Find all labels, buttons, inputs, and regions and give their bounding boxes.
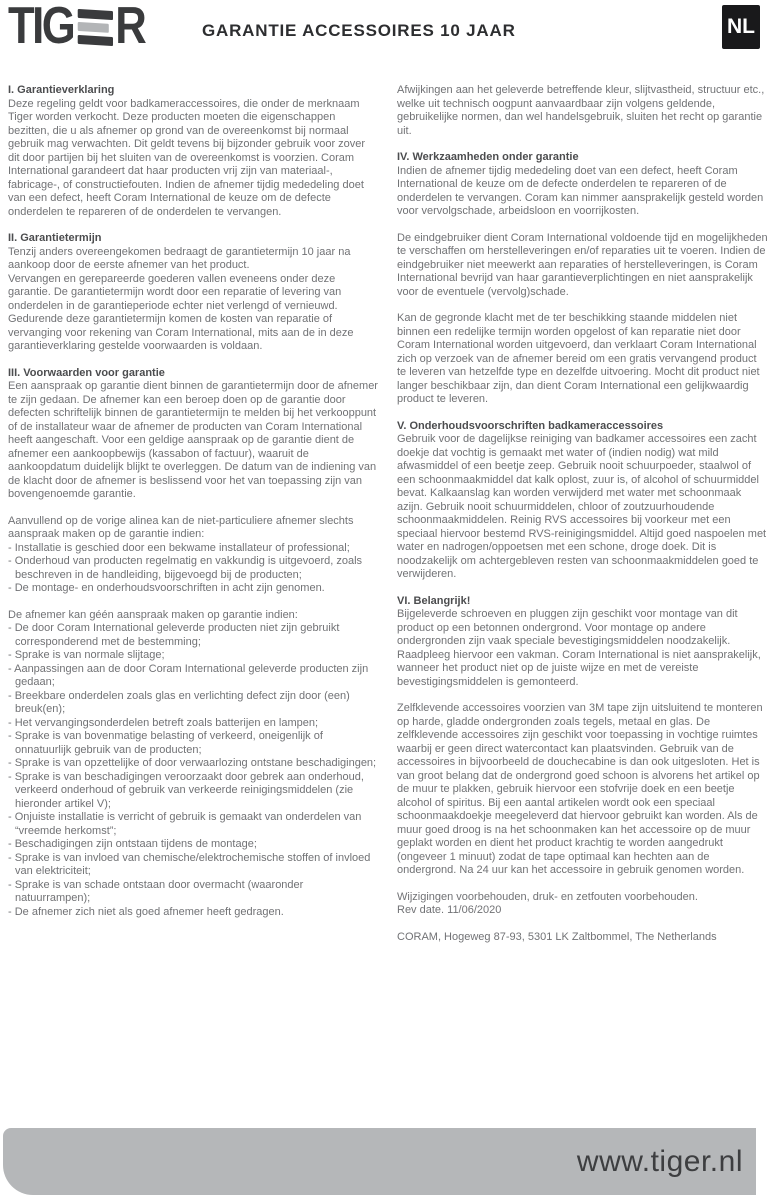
list-item: - Sprake is van invloed van chemische/elektrochemische stoffen of invloed van elektriciteit; [8,851,371,877]
paragraph [8,380,379,502]
list-item: - Installatie is geschied door een bekwame installateur of professional; [8,541,350,554]
list-item: - Het vervangingsonderdelen betreft zoals batterijen en lampen; [8,716,319,729]
tiger-logo [8,0,145,55]
logo-e-bar-middle [77,22,108,33]
paragraph [397,433,768,582]
list-item: - Sprake is van normale slijtage; [8,649,165,661]
footer-website-link[interactable]: www.tiger.nl [576,1144,743,1178]
column-right [397,84,768,957]
logo-e-bar-bottom [77,35,112,46]
paragraph [8,246,379,354]
text-line: Afwijkingen aan het geleverde betreffende kleur, slijtvastheid, structuur etc., welke uit technisch oogpunt aanvaardbaar zijn volgens geldende, gebruikelijke normen, dan wel handelsgebruik, sluiten het recht op garantie uit. [397,84,765,137]
paragraph [397,84,768,138]
text-line: De eindgebruiker dient Coram International voldoende tijd en mogelijkheden te verschaffen om herstelleveringen en/of reparaties uit te voeren. Indien de eindgebruiker niet meewerkt aan reparaties of herstelleveringen, is Coram International bevrijd van haar garantieverplichtingen en niet aansprakelijk voor de eventuele (vervolg)schade. [397,231,768,298]
section-heading: III. Voorwaarden voor garantie [8,366,165,379]
list-item: - Beschadigingen zijn ontstaan tijdens de montage; [8,838,257,850]
list-item: - Onderhoud van producten regelmatig en vakkundig is uitgevoerd, zoals beschreven in de handleiding, bijgevoegd bij de producten; [8,555,363,581]
paragraph [397,608,768,689]
text-line: CORAM, Hogeweg 87-93, 5301 LK Zaltbommel, The Netherlands [397,930,717,943]
text-line: Deze regeling geldt voor badkameraccessoires, die onder de merknaam Tiger worden verkocht. Deze producten moeten die eigenschappen bezitten, die u als afnemer op grond van de overeenkomst bij normaal gebruik mag verwachten. Dit geldt tevens bij bijzonder gebruik voor zover dit door partijen bij het sluiten van de overeenkomst is voorzien. Coram International garandeert dat haar producten vrij zijn van materiaal-, fabricage-, of constructiefouten. Indien de afnemer tijdig mededeling doet van een defect, heeft Coram International de keuze om de defecte onderdelen te repareren of de onderdelen te vervangen. [8,97,366,218]
section-heading: VI. Belangrijk! [397,594,471,607]
list-item: - Sprake is van schade ontstaan door overmacht (waaronder natuurrampen); [8,878,304,904]
paragraph [397,891,768,918]
paragraph [8,515,379,542]
section-heading: I. Garantieverklaring [8,84,115,96]
logo-e-bar-top [77,9,112,20]
logo-e-glyph-icon [77,9,112,46]
text-line: De afnemer kan géén aanspraak maken op garantie indien: [8,608,298,621]
logo-text-r: R [115,0,145,55]
paragraph [397,232,768,300]
text-line: Aanvullend op de vorige alinea kan de niet-particuliere afnemer slechts aanspraak maken op de garantie indien: [8,514,354,540]
paragraph [397,165,768,219]
column-left [8,84,379,957]
footer-bar [3,1128,756,1195]
list-item: - Breekbare onderdelen zoals glas en verlichting defect zijn door (een) breuk(en); [8,689,350,715]
bullet-list [8,542,379,596]
text-line: Tenzij anders overeengekomen bedraagt de garantietermijn 10 jaar na aankoop door de eerste afnemer van het product. [8,245,351,271]
list-item: - De montage- en onderhoudsvoorschriften in acht zijn genomen. [8,582,325,594]
paragraph [397,312,768,407]
text-line: Rev date. 11/06/2020 [397,904,502,916]
document-body [8,84,768,957]
paragraph [8,98,379,220]
text-line: Gedurende deze garantietermijn komen de kosten van reparatie of vervanging voor rekening van Coram International, mits aan de in deze garantieverklaring gestelde voorwaarden is voldaan. [8,313,354,352]
section-heading: V. Onderhoudsvoorschriften badkameraccessoires [397,419,664,432]
language-badge: NL [722,5,760,49]
list-item: - De door Coram International geleverde producten niet zijn gebruikt corresponderend met de bestemming; [8,622,340,648]
text-line: Wijzigingen voorbehouden, druk- en zetfouten voorbehouden. [397,890,698,903]
page-title: GARANTIE ACCESSOIRES 10 JAAR [202,21,516,40]
list-item: - Sprake is van beschadigingen veroorzaakt door gebrek aan onderhoud, verkeerd onderhoud of gebruik van verkeerde reinigingsmiddelen (zie hieronder artikel V); [8,770,364,810]
paragraph [8,609,379,623]
list-item: - Aanpassingen aan de door Coram International geleverde producten zijn gedaan; [8,662,369,688]
text-line: Vervangen en gerepareerde goederen vallen eveneens onder deze garantie. De garantietermijn wordt door een reparatie of levering van onderdelen in de garantieperiode echter niet verlengd of vernieuwd. [8,272,342,312]
text-line: Bijgeleverde schroeven en pluggen zijn geschikt voor montage van dit product op een betonnen ondergrond. Voor montage op andere ondergronden zijn vaak speciale bevestigingsmiddelen noodzakelijk. Raadpleeg hiervoor een vakman. Coram International is niet aansprakelijk, wanneer het product niet op de juiste wijze en met de vereiste bevestigingsmiddelen is gemonteerd. [397,608,761,688]
text-line: Gebruik voor de dagelijkse reiniging van badkamer accessoires een zacht doekje dat vochtig is gemaakt met water of (indien nodig) wat mild afwasmiddel of een beetje zeep. Gebruik nooit schuurpoeder, staalwol of een schoonmaakmiddel dat kalk oplost, zuur is, of alcohol of schuurmiddel bevat. Kalkaanslag kan worden verwijderd met water met schoonmaak azijn. Gebruik nooit schuurmiddelen, chloor of zoutzuurhoudende schoonmaakmiddelen. Reinig RVS accessoires bij voorkeur met een speciaal hiervoor bestemd RVS-reinigingsmiddel. Altijd goed naspoelen met water en nadrogen/oppoetsen met een schone, droge doek. Dit is noodzakelijk om achtergebleven resten van schoonmaakmiddelen goed te verwijderen. [397,433,767,580]
logo-text-tig: TIG [8,0,74,55]
section-heading: IV. Werkzaamheden onder garantie [397,151,579,163]
paragraph [397,931,768,945]
paragraph [397,702,768,878]
section-heading: II. Garantietermijn [8,232,102,244]
text-line: Een aanspraak op garantie dient binnen de garantietermijn door de afnemer te zijn gedaan. De afnemer kan een beroep doen op de garantie door defecten schriftelijk binnen de garantietermijn te melden bij het verkooppunt of de installateur waar de afnemer de producten van Coram International heeft aangeschaft. Voor een geldige aanspraak op de garantie dient de afnemer een aankoopbewijs (kassabon of factuur), waaruit de aankoopdatum duidelijk blijkt te overleggen. De datum van de indiening van de klacht door de afnemer is beslissend voor het van toepassing zijn van bovengenoemde garantie. [8,380,378,500]
document-header [0,0,773,60]
list-item: - De afnemer zich niet als goed afnemer heeft gedragen. [8,905,284,918]
text-line: Kan de gegronde klacht met de ter beschikking staande middelen niet binnen een redelijke termijn worden opgelost of kan reparatie niet door Coram International worden uitgevoerd, dan verklaart Coram International zich op verzoek van de afnemer bereid om een gratis vervangend product te leveren van hetzelfde type en dezelfde uitvoering. Mocht dit product niet langer beschikbaar zijn, dan dient Coram International een gelijkwaardig product te leveren. [397,312,760,405]
text-line: Zelfklevende accessoires voorzien van 3M tape zijn uitsluitend te monteren op harde, gladde ondergronden zoals tegels, metaal en glas. De zelfklevende accessoires zijn geschikt voor toepassing in vochtige ruimtes waarbij er geen direct watercontact kan plaatsvinden. Gebruik van de accessoires in bijvoorbeeld de douchecabine is dan ook uitgesloten. Het is van groot belang dat de ondergrond goed schoon is alvorens het artikel op de muur te plakken, gebruik hiervoor een stofvrije doek en een beetje alcohol of spiritus. Bij een aantal artikelen wordt ook een speciaal schoonmaakdoekje meegeleverd dat hiervoor gebruikt kan worden. Als de muur goed droog is na het schoonmaken kan het accessoire op de muur geplakt worden en dient het product krachtig te worden aangedrukt (ongeveer 1 minuut) zodat de tape optimaal kan hechten aan de ondergrond. Na 24 uur kan het accessoire in gebruik genomen worden. [397,702,763,876]
text-line: Indien de afnemer tijdig mededeling doet van een defect, heeft Coram International de keuze om de defecte onderdelen te repareren of de onderdelen te vervangen. Coram kan nimmer aansprakelijk gesteld worden voor vervolgschade, arbeidsloon en voorrijkosten. [397,164,764,217]
list-item: - Onjuiste installatie is verricht of gebruik is gemaakt van onderdelen van “vreemde herkomst”; [8,811,362,837]
list-item: - Sprake is van bovenmatige belasting of verkeerd, oneigenlijk of onnatuurlijk gebruik van de producten; [8,730,323,756]
list-item: - Sprake is van opzettelijke of door verwaarlozing ontstane beschadigingen; [8,757,377,769]
bullet-list [8,622,379,919]
